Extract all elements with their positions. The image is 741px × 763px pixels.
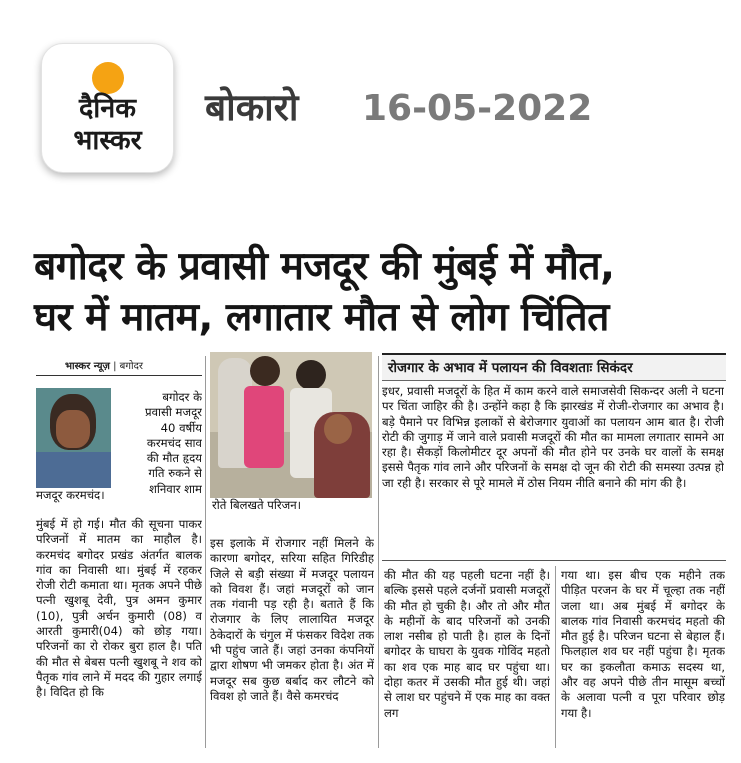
col1-line: शनिवार शाम — [148, 481, 202, 496]
photo-face — [56, 410, 90, 448]
sidebar-bottom-rule — [382, 560, 726, 561]
sidebar-body: इधर, प्रवासी मजदूरों के हित में काम करने वाले समाजसेवी सिकन्दर अली ने घटना पर चिंता जाहिर की है। उन्होंने कहा है कि झारखंड में रोजी-रोजगार का अभाव है। बड़े पैमाने पर विभिन्न इलाकों से बेरोजगार युवाओं का पलायन आम बात है। रोजी रोटी की जुगाड़ में जाने वाले प्रवासी मजदूरों की मौत का मामला लगातार सामने आ रहा है। सैकड़ों किलोमीटर दूर अपनों की मौत होने पर उनके घर वालों के समक्ष इससे पैतृक गांव लाने और परिजनों के समक्ष दो जून की रोटी की समस्या उत्पन्न हो जा रही है। सरकार से पूरे मामले में ठोस नियम नीति बनाने की मांग की है। — [382, 384, 724, 490]
photo1-caption: मजदूर करमचंद। — [36, 488, 105, 502]
sun-icon — [92, 62, 124, 94]
photo-child-2 — [244, 386, 284, 468]
edition-city: बोकारो — [205, 86, 299, 129]
byline-source: भास्कर न्यूज़ — [65, 361, 110, 372]
logo-word-dainik: दैनिक — [78, 93, 137, 124]
column1-body: मुंबई में हो गई। मौत की सूचना पाकर परिजनों में मातम का माहौल है। करमचंद बगोदर प्रखंड अंतर्गत बालक गांव का निवासी था। मुंबई में रहकर रोजी रोटी कमाता था। मृतक अपने पीछे पत्नी खुशबू देवी, पुत्र अमन कुमार (10), पुत्री अर्चन कुमारी (08) व आरती कुमारी(04) को छोड़ गया। परिजनों का रो रोकर बुरा हाल है। पति की मौत से बेबस पत्नी खुशबू ने शव को पैतृक गांव लाने में मदद की गुहार लगाई है। विदित हो कि — [36, 517, 202, 700]
headline-line-2: घर में मातम, लगातार मौत से लोग चिंतित — [34, 295, 609, 340]
col1-line: 40 वर्षीय — [160, 420, 202, 435]
column4-body: गया था। इस बीच एक महीने तक पीड़ित परजन के घर में चूल्हा तक नहीं जला था। अब मुंबई में बगोदर के बालक गांव निवासी करमचंद महतो की मौत हुई है। परिजन घटना से बेहाल हैं। फिलहाल शव घर नहीं पहुंचा है। मृतक घर का इकलौता कमाऊ सदस्य था, और वह अपने पीछे तीन मासूम बच्चों के अलावा पत्नी व पूरा परिवार छोड़ गया है। — [561, 568, 725, 720]
col1-line: गति रुकने से — [148, 466, 202, 481]
headline-line-1: बगोदर के प्रवासी मजदूर की मुंबई में मौत, — [34, 244, 615, 289]
column-divider — [205, 356, 206, 748]
byline: भास्कर न्यूज़ | बगोदर — [65, 361, 144, 372]
dainik-bhaskar-logo — [41, 43, 174, 173]
photo-child-head — [296, 360, 326, 390]
column1-narrow — [116, 390, 202, 497]
byline-place: बगोदर — [119, 361, 144, 372]
col1-line: करमचंद साव — [146, 435, 202, 450]
col1-line: प्रवासी मजदूर — [144, 405, 202, 420]
col1-line: बगोदर के — [162, 390, 202, 404]
logo-word-bhaskar: भास्कर — [73, 125, 142, 156]
photo-grieving-family — [210, 352, 372, 498]
photo-child-head — [250, 356, 280, 386]
column2-body: इस इलाके में रोजगार नहीं मिलने के कारणा बगोदर, सरिया सहित गिरिडीह जिले से बड़ी संख्या में मजदूर पलायन को विवश हैं। जहां मजदूरों को जान तक गंवानी पड़ रही है। बताते हैं कि रोजगार के लिए लालायित मजदूर ठेकेदारों के चंगुल में फंसकर विदेश तक भी पहुंच जाते हैं। जहां उनका कंपनियों द्वारा शोषण भी जमकर होता है। अंत में मजदूर सब कुछ बर्बाद कर लौटने को विवश हो जाते हैं। वैसे कमरचंद — [210, 536, 374, 703]
photo-woman-face — [324, 414, 352, 444]
photo-shirt — [36, 452, 111, 488]
sidebar-heading: रोजगार के अभाव में पलायन की विवशताः सिकंदर — [382, 353, 726, 381]
photo-karamchand — [36, 388, 111, 488]
col1-line: की मौत हृदय — [146, 451, 202, 466]
column-divider — [555, 566, 556, 748]
edition-date: 16-05-2022 — [362, 88, 593, 129]
byline-rule — [36, 375, 202, 376]
photo2-caption: रोते बिलखते परिजन। — [212, 498, 302, 512]
column3-body: की मौत की यह पहली घटना नहीं है। बल्कि इससे पहले दर्जनों प्रवासी मजदूरों की मौत हो चुकी है। और तो और मौत के महीनों के बाद परिजनों को उनकी लाश नसीब हो पाती है। हाल के दिनों बगोदर के घाघरा के युवक गोविंद महतो का शव एक माह बाद घर पहुंचा था। दोहा कतर में उसकी मौत हुई थी। जहां से लाश घर पहुंचने में एक माह का वक्त लग — [384, 568, 550, 720]
column-divider — [378, 356, 379, 748]
